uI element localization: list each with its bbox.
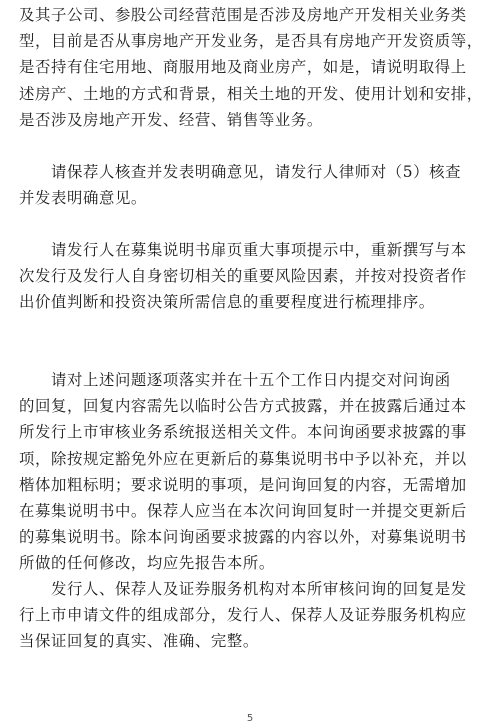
paragraph-sponsor-verification: 请保荐人核查并发表明确意见，请发行人律师对（5）核查 并发表明确意见。 <box>19 163 462 208</box>
page-number: 5 <box>246 713 254 724</box>
paragraph-reply-responsibility: 发行人、保荐人及证券服务机构对本所审核问询的回复是发 行上市申请文件的组成部分，发行人、保荐人及证券服务机构应 当保证回复的真实、准确、完整。 <box>19 580 467 651</box>
paragraph-reply-requirements: 请对上述问题逐项落实并在十五个工作日内提交对问询函 的回复，回复内容需先以临时公告方式披露，并在披露后通过本 所发行上市审核业务系统报送相关文件。本问询函要求披露的事 项，除按规定豁免外应在更新后的募集说明书中予以补充，并以 楷体加粗标明；要求说明的事项，是问询回复的内容，无需增加 在募集说明书中。保荐人应当在本次问询回复时一并提交更新后 的募集说明书。除本问询函要求披露的内容以外，对募集说明书 所做的任何修改，均应先报告本所。 <box>19 371 467 573</box>
paragraph-risk-factors: 请发行人在募集说明书扉页重大事项提示中，重新撰写与本 次发行及发行人自身密切相关的重要风险因素，并按对投资者作 出价值判断和投资决策所需信息的重要程度进行梳理排序。 <box>19 241 467 312</box>
paragraph-scope-continuation: 及其子公司、参股公司经营范围是否涉及房地产开发相关业务类 型，目前是否从事房地产开发业务，是否具有房地产开发资质等， 是否持有住宅用地、商服用地及商业房产，如是，请说明取得上 述房产、土地的方式和背景，相关土地的开发、使用计划和安排， 是否涉及房地产开发、经营、销售等业务。 <box>19 6 483 129</box>
